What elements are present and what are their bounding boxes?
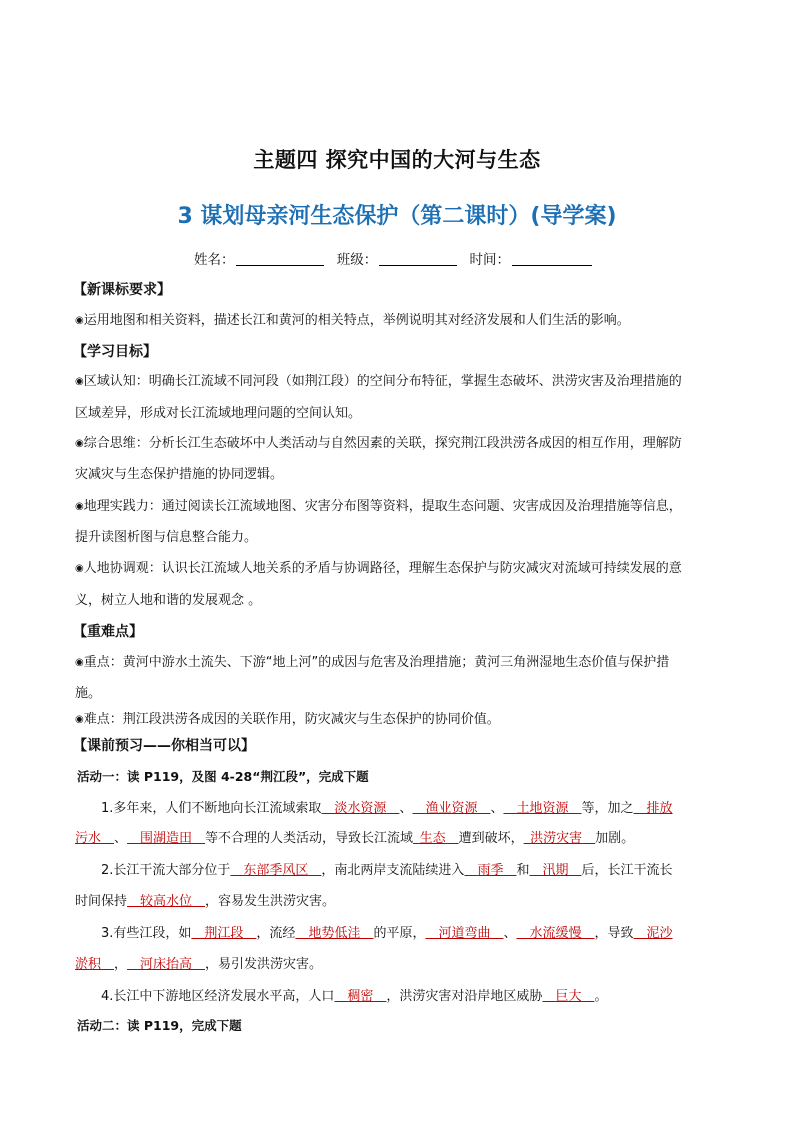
objective-item: ◉人地协调观：认识长江流域人地关系的矛盾与协调路径，理解生态保护与防灾减灾对流域可持续发展的意: [75, 561, 682, 576]
objective-item-cont: 区域差异，形成对长江流域地理问题的空间认知。: [75, 406, 362, 421]
key-point-item: ◉重点：黄河中游水土流失、下游“地上河”的成因与危害及治理措施；黄河三角洲湿地生态价值与保护措: [75, 655, 670, 670]
objective-item: ◉综合思维：分析长江生态破坏中人类活动与自然因素的关联，探究荆江段洪涝各成因的相互作用，理解防: [75, 436, 682, 451]
student-info-row: [0, 248, 794, 268]
sub-title: 3 谋划母亲河生态保护（第二课时）(导学案): [177, 204, 617, 229]
section-heading-objectives: 【学习目标】: [73, 344, 157, 360]
answer-blank: 洪涝灾害: [530, 831, 583, 846]
answer-blank: 地势低洼: [308, 926, 361, 941]
class-label: 班级：: [336, 252, 378, 268]
answer-blank: 荆江段: [204, 926, 244, 941]
objective-item-cont: 提升读图析图与信息整合能力。: [75, 530, 258, 545]
answer-blank: 生态: [419, 831, 446, 846]
answer-blank: 渔业资源: [425, 801, 478, 816]
answer-blank: 河道弯曲: [438, 926, 491, 941]
activity-two-title: 活动二：读 P119，完成下题: [77, 1018, 242, 1033]
key-point-item-cont: 施。: [75, 686, 102, 701]
answer-blank: 较高水位: [140, 894, 193, 909]
section-heading-preview: 【课前预习——你相当可以】: [73, 738, 255, 754]
answer-blank: 排放: [646, 801, 673, 816]
bullet-icon: ◉: [75, 563, 84, 574]
question-4-line-1: 4.长江中下游地区经济发展水平高，人口 稠密 ，洪涝灾害对沿岸地区威胁 巨大 。: [101, 989, 608, 1004]
answer-blank: 淡水资源: [334, 801, 387, 816]
answer-blank: 稠密: [347, 989, 374, 1004]
answer-blank: 土地资源: [516, 801, 569, 816]
question-3-line-2: 淤积 ， 河床抬高 ，易引发洪涝灾害。: [75, 957, 323, 972]
answer-blank: 雨季: [477, 863, 504, 878]
objective-item: ◉地理实践力：通过阅读长江流域地图、灾害分布图等资料，提取生态问题、灾害成因及治理措施等信息，: [75, 499, 682, 514]
answer-blank: 巨大: [555, 989, 582, 1004]
activity-one-title: 活动一：读 P119，及图 4-28“荆江段”，完成下题: [77, 769, 369, 784]
answer-blank: 围湖造田: [140, 831, 193, 846]
section-heading-key-points: 【重难点】: [73, 624, 143, 640]
name-label: 姓名：: [193, 252, 235, 268]
answer-blank: 汛期: [542, 863, 569, 878]
difficult-point-item: ◉难点：荆江段洪涝各成因的关联作用，防灾减灾与生态保护的协同价值。: [75, 712, 500, 727]
curriculum-item: ◉运用地图和相关资料，描述长江和黄河的相关特点，举例说明其对经济发展和人们生活的影响。: [75, 313, 630, 328]
answer-blank: 淤积: [75, 957, 102, 972]
bullet-icon: ◉: [75, 657, 84, 668]
answer-blank: 东部季风区: [243, 863, 309, 878]
time-label: 时间：: [469, 252, 511, 268]
question-3-line-1: 3.有些江段，如 荆江段 ，流经 地势低洼 的平原， 河道弯曲 、 水流缓慢 ，导致 泥沙: [101, 926, 673, 941]
name-blank[interactable]: [236, 251, 324, 266]
bullet-icon: ◉: [75, 438, 84, 449]
question-2-line-2: 时间保持 较高水位 ，容易发生洪涝灾害。: [75, 894, 336, 909]
question-2-line-1: 2.长江干流大部分位于 东部季风区 ，南北两岸支流陆续进入 雨季 和 汛期 后，长江干流长: [101, 863, 673, 878]
section-heading-curriculum: 【新课标要求】: [73, 282, 171, 298]
bullet-icon: ◉: [75, 501, 84, 512]
class-blank[interactable]: [379, 251, 457, 266]
question-1-line-1: 1.多年来，人们不断地向长江流域索取 淡水资源 、 渔业资源 、 土地资源 等，加之 排放: [101, 801, 673, 816]
bullet-icon: ◉: [75, 315, 84, 326]
objective-item-cont: 灾减灾与生态保护措施的协同逻辑。: [75, 467, 284, 482]
answer-blank: 水流缓慢: [529, 926, 582, 941]
answer-blank: 河床抬高: [140, 957, 193, 972]
bullet-icon: ◉: [75, 376, 84, 387]
question-1-line-2: 污水 、 围湖造田 等不合理的人类活动，导致长江流域 生态 遭到破坏， 洪涝灾害 加剧。: [75, 831, 635, 846]
time-blank[interactable]: [512, 251, 592, 266]
objective-item-cont: 义，树立人地和谐的发展观念 。: [75, 593, 262, 608]
answer-blank: 污水: [75, 831, 102, 846]
bullet-icon: ◉: [75, 714, 84, 725]
answer-blank: 泥沙: [646, 926, 673, 941]
main-title: 主题四 探究中国的大河与生态: [253, 148, 541, 172]
objective-item: ◉区域认知：明确长江流域不同河段（如荆江段）的空间分布特征，掌握生态破坏、洪涝灾害及治理措施的: [75, 374, 682, 389]
